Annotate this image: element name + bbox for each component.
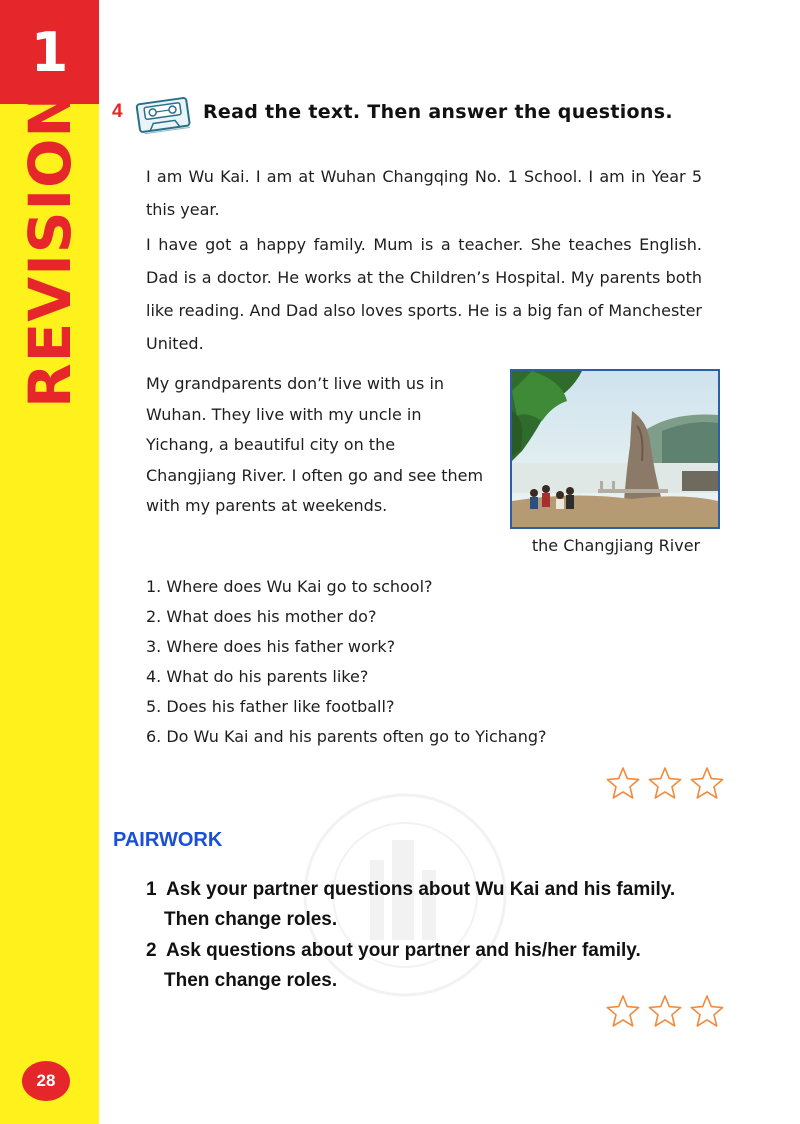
changjiang-river-photo: [510, 369, 720, 529]
pairwork-item-text: Ask questions about your partner and his/her family.: [166, 940, 641, 961]
exercise-number: 4: [112, 101, 123, 122]
star-icon: [648, 766, 682, 800]
star-icon: [648, 994, 682, 1028]
question-item: 5. Does his father like football?: [146, 697, 395, 716]
photo-caption: the Changjiang River: [531, 536, 701, 555]
pairwork-item-number: 1: [146, 879, 157, 900]
pairwork-item-number: 2: [146, 940, 157, 961]
question-item: 4. What do his parents like?: [146, 667, 369, 686]
question-item: 2. What does his mother do?: [146, 607, 377, 626]
pairwork-item-1: [146, 875, 746, 935]
section-label-revision: REVISION: [16, 88, 84, 408]
star-icon: [690, 766, 724, 800]
pairwork-item-2: [146, 936, 746, 996]
question-item: 6. Do Wu Kai and his parents often go to Yichang?: [146, 727, 547, 746]
unit-number: 1: [30, 20, 69, 84]
star-icon: [690, 994, 724, 1028]
text-paragraph-3: My grandparents don’t live with us in Wuhan. They live with my uncle in Yichang, a beautiful city on the Changjiang River. I often go and see them with my parents at weekends.: [146, 374, 484, 515]
question-item: 3. Where does his father work?: [146, 637, 396, 656]
self-assessment-stars-reading: [606, 766, 724, 800]
cassette-tape-icon: [134, 93, 192, 135]
pairwork-item-text-continued: Then change roles.: [164, 909, 338, 930]
exercise-title: Read the text. Then answer the questions.: [203, 101, 673, 123]
pairwork-heading: PAIRWORK: [113, 829, 223, 851]
question-item: 1. Where does Wu Kai go to school?: [146, 577, 433, 596]
text-paragraph-1: I am Wu Kai. I am at Wuhan Changqing No. 1 School. I am in Year 5 this year.: [146, 167, 702, 219]
self-assessment-stars-pairwork: [606, 994, 724, 1028]
text-paragraph-2: I have got a happy family. Mum is a teacher. She teaches English. Dad is a doctor. He works at the Children’s Hospital. My parents both like reading. And Dad also loves sports. He is a big fan of Manchester United.: [146, 235, 702, 353]
pairwork-item-text-continued: Then change roles.: [164, 970, 338, 991]
revision-sidebar: [0, 0, 99, 1124]
questions-list: [146, 572, 546, 752]
star-icon: [606, 766, 640, 800]
page-number: 28: [36, 1071, 56, 1090]
river-scene-image: [512, 371, 718, 527]
star-icon: [606, 994, 640, 1028]
pairwork-item-text: Ask your partner questions about Wu Kai and his family.: [166, 879, 676, 900]
page-number-badge: [22, 1061, 70, 1101]
